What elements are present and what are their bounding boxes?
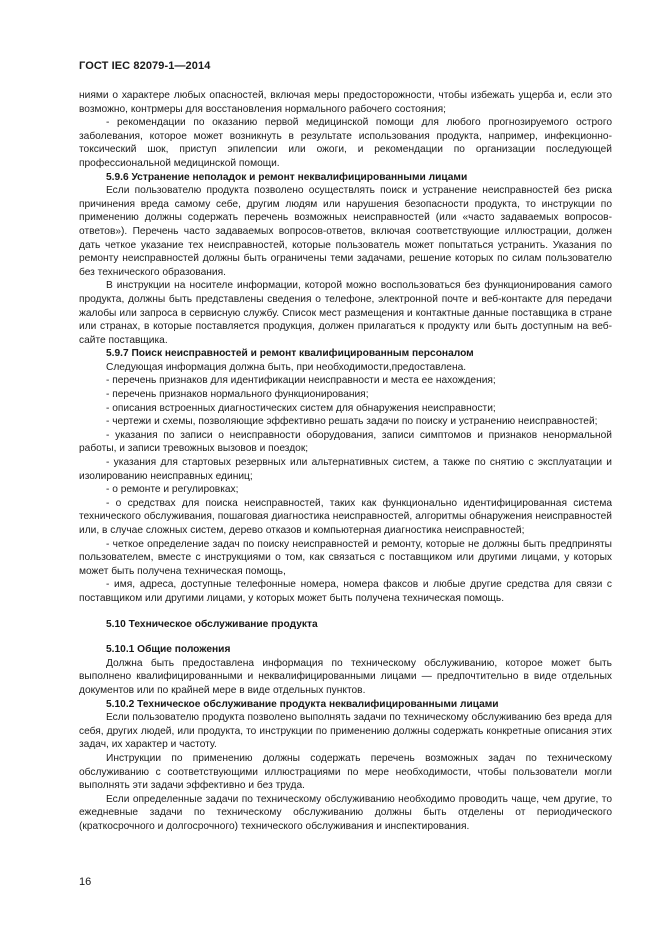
paragraph: - рекомендации по оказанию первой медицинской помощи для любого прогнозируемого острого заболевания, которое может возникнуть в результате использования продукта, например, инфекционно-токсический шок, приступ эпилепсии или ожоги, и рекомендации по организации последующей профессиональной медицинской помощи. bbox=[79, 117, 612, 169]
paragraph: В инструкции на носителе информации, которой можно воспользоваться без функционирования самого продукта, должны быть представлены сведения о телефоне, электронной почте и веб-контакте для передачи жалобы или запроса в сервисную службу. Список мест размещения и контактные данные поставщика в стране или странах, в которые поставляется продукция, должен прилагаться к продукту или быть доступным на веб-сайте поставщика. bbox=[79, 280, 612, 346]
paragraph: ниями о характере любых опасностей, включая меры предосторожности, чтобы избежать ущерба и, если это возможно, контрмеры для восстановления нормального рабочего состояния; bbox=[79, 90, 612, 115]
paragraph: - чертежи и схемы, позволяющие эффективно решать задачи по поиску и устранению неисправностей; bbox=[106, 416, 598, 428]
section-heading: 5.10.2 Техническое обслуживание продукта неквалифицированными лицами bbox=[106, 698, 499, 710]
paragraph: - перечень признаков для идентификации неисправности и места ее нахождения; bbox=[106, 375, 496, 387]
paragraph: - описания встроенных диагностических систем для обнаружения неисправности; bbox=[106, 402, 496, 414]
paragraph: Если определенные задачи по техническому обслуживанию необходимо проводить чаще, чем другие, то ежедневные задачи по техническому обслуживанию должны быть отделены от периодического (краткосрочного и долгосрочного) технического обслуживания и инспектирования. bbox=[79, 793, 612, 832]
paragraph: - о средствах для поиска неисправностей, таких как функционально идентифицированная система технического обслуживания, пошаговая диагностика неисправностей, алгоритмы обнаружения неисправностей или, в случае сложных систем, дерево отказов и компьютерная диагностика неисправностей; bbox=[79, 497, 612, 536]
paragraph: Должна быть предоставлена информация по техническому обслуживанию, которое может быть выполнено квалифицированными и неквалифицированными лицами — предпочтительно в виде отдельных документов или по крайней мере в виде отдельных пунктов. bbox=[79, 657, 612, 696]
section-heading: 5.9.6 Устранение неполадок и ремонт неквалифицированными лицами bbox=[106, 171, 468, 183]
section-heading: 5.9.7 Поиск неисправностей и ремонт квалифицированным персоналом bbox=[106, 348, 474, 360]
paragraph: - четкое определение задач по поиску неисправностей и ремонту, которые не должны быть предприняты пользователем, вместе с инструкциями о том, как связаться с поставщиком или другими лицами, у которых может быть получена техническая помощь, bbox=[79, 538, 612, 577]
paragraph: Если пользователю продукта позволено осуществлять поиск и устранение неисправностей без риска причинения вреда самому себе, другим людям или нарушения безопасности продукта, то инструкции по применению должны содержать перечень возможных неисправностей (или «часто задаваемых вопросов-ответов»). Перечень часто задаваемых вопросов-ответов, включая соответствующие иллюстрации, должен дать четкое указание тех неисправностей, которые пользователь может попытаться устранить. Указания по ремонту неисправностей должны быть ограничены теми задачами, решение которых по силам пользователю без технического образования. bbox=[79, 185, 612, 278]
page-number: 16 bbox=[79, 876, 92, 888]
paragraph: Следующая информация должна быть, при необходимости,предоставлена. bbox=[106, 361, 467, 373]
section-heading: 5.10.1 Общие положения bbox=[106, 644, 231, 656]
paragraph: Если пользователю продукта позволено выполнять задачи по техническому обслуживанию без вреда для себя, других людей, или продукта, то инструкции по применению должны содержать конкретные описания этих задач, их характер и частоту. bbox=[79, 712, 612, 751]
standard-header: ГОСТ IEC 82079-1—2014 bbox=[79, 60, 211, 72]
paragraph: Инструкции по применению должны содержать перечень возможных задач по техническому обслуживанию с соответствующими иллюстрациями по мере необходимости, чтобы пользователи могли выполнять эти задачи эффективно и без труда. bbox=[79, 752, 612, 792]
paragraph: - имя, адреса, доступные телефонные номера, номера факсов и любые другие средства для связи с поставщиком или другими лицами, у которых может быть получена техническая помощь. bbox=[79, 579, 612, 604]
paragraph: - указания для стартовых резервных или альтернативных систем, а также по снятию с эксплуатации и изолированию неисправных единиц; bbox=[79, 457, 612, 482]
document-body bbox=[79, 89, 612, 833]
paragraph: - перечень признаков нормального функционирования; bbox=[106, 389, 369, 401]
paragraph: - указания по записи о неисправности оборудования, записи симптомов и признаков ненормальной работы, и записи тревожных вызовов и поездок; bbox=[79, 429, 612, 455]
paragraph: - о ремонте и регулировках; bbox=[106, 484, 239, 496]
section-heading: 5.10 Техническое обслуживание продукта bbox=[106, 618, 318, 630]
